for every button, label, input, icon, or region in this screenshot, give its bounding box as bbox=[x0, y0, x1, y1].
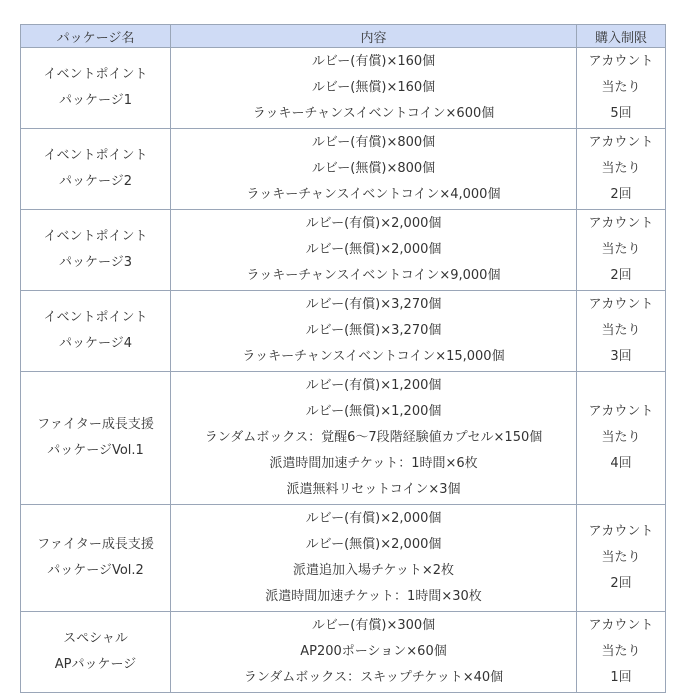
purchase-limit-cell bbox=[577, 612, 666, 693]
contents-cell-line: ラッキーチャンスイベントコイン×4,000個 bbox=[246, 187, 501, 202]
table-row bbox=[21, 48, 666, 129]
purchase-limit-cell-line: アカウント bbox=[588, 404, 654, 419]
table-row bbox=[21, 210, 666, 291]
purchase-limit-cell-line: 2回 bbox=[610, 268, 632, 283]
package-name-cell-line: スペシャル bbox=[63, 631, 128, 646]
package-name-cell bbox=[21, 372, 171, 505]
contents-cell bbox=[171, 291, 577, 372]
contents-cell-line: 派遣無料リセットコイン×3個 bbox=[286, 482, 461, 497]
purchase-limit-cell-line: 1回 bbox=[610, 670, 632, 685]
contents-cell-line: ラッキーチャンスイベントコイン×15,000個 bbox=[242, 349, 505, 364]
purchase-limit-cell bbox=[577, 291, 666, 372]
purchase-limit-cell bbox=[577, 210, 666, 291]
purchase-limit-cell-line: 当たり bbox=[601, 644, 641, 659]
table-row bbox=[21, 372, 666, 505]
purchase-limit-cell-line: アカウント bbox=[588, 618, 654, 633]
package-name-cell-line: パッケージ1 bbox=[58, 93, 132, 108]
purchase-limit-cell-line: 当たり bbox=[601, 242, 641, 257]
purchase-limit-cell-line: アカウント bbox=[588, 135, 654, 150]
contents-cell bbox=[171, 612, 577, 693]
contents-cell-line: ルビー(無償)×3,270個 bbox=[305, 323, 442, 338]
contents-cell-line: AP200ポーション×60個 bbox=[300, 644, 447, 659]
contents-cell-line: ルビー(無償)×2,000個 bbox=[305, 537, 442, 552]
table-header-row bbox=[21, 25, 666, 48]
purchase-limit-cell-line: アカウント bbox=[588, 54, 654, 69]
contents-cell-line: ランダムボックス：スキップチケット×40個 bbox=[243, 670, 504, 685]
purchase-limit-cell-line: アカウント bbox=[588, 297, 654, 312]
contents-cell-line: 派遣追加入場チケット×2枚 bbox=[293, 563, 454, 578]
package-name-cell-line: パッケージ3 bbox=[58, 255, 132, 270]
package-name-cell bbox=[21, 210, 171, 291]
table-row bbox=[21, 129, 666, 210]
purchase-limit-cell-line: 4回 bbox=[610, 456, 632, 471]
contents-cell bbox=[171, 372, 577, 505]
contents-cell-line: ルビー(有償)×2,000個 bbox=[305, 511, 442, 526]
contents-cell-line: ルビー(無償)×160個 bbox=[311, 80, 436, 95]
contents-cell-line: 派遣時間加速チケット：1時間×30枚 bbox=[265, 589, 482, 604]
package-name-cell bbox=[21, 129, 171, 210]
purchase-limit-cell-line: 当たり bbox=[601, 80, 641, 95]
contents-cell-line: ラッキーチャンスイベントコイン×600個 bbox=[252, 106, 495, 121]
contents-cell-line: ルビー(有償)×2,000個 bbox=[305, 216, 442, 231]
contents-cell bbox=[171, 129, 577, 210]
package-table bbox=[20, 24, 666, 693]
contents-cell bbox=[171, 210, 577, 291]
contents-cell-line: ランダムボックス：覚醒6〜7段階経験値カプセル×150個 bbox=[204, 430, 543, 445]
contents-cell-line: ルビー(有償)×3,270個 bbox=[305, 297, 442, 312]
package-name-cell-line: イベントポイント bbox=[43, 67, 148, 82]
purchase-limit-cell-line: アカウント bbox=[588, 216, 654, 231]
package-name-cell-line: パッケージ4 bbox=[58, 336, 132, 351]
contents-cell-line: ルビー(無償)×2,000個 bbox=[305, 242, 442, 257]
purchase-limit-cell bbox=[577, 505, 666, 612]
table-row bbox=[21, 505, 666, 612]
package-table-container bbox=[20, 24, 665, 693]
package-name-cell-line: パッケージ2 bbox=[58, 174, 132, 189]
purchase-limit-cell-line: 2回 bbox=[610, 576, 632, 591]
package-name-cell-line: APパッケージ bbox=[54, 657, 137, 672]
contents-cell-line: 派遣時間加速チケット：1時間×6枚 bbox=[269, 456, 478, 471]
package-name-cell-line: イベントポイント bbox=[43, 310, 148, 325]
contents-cell-line: ルビー(有償)×1,200個 bbox=[305, 378, 442, 393]
header-package-name: パッケージ名 bbox=[21, 25, 171, 48]
contents-cell-line: ルビー(有償)×800個 bbox=[311, 135, 436, 150]
contents-cell-line: ルビー(有償)×300個 bbox=[311, 618, 436, 633]
table-row bbox=[21, 291, 666, 372]
purchase-limit-cell-line: 当たり bbox=[601, 550, 641, 565]
package-name-cell-line: ファイター成長支援 bbox=[37, 537, 154, 552]
header-purchase-limit: 購入制限 bbox=[577, 25, 666, 48]
contents-cell-line: ルビー(無償)×800個 bbox=[311, 161, 436, 176]
package-name-cell bbox=[21, 48, 171, 129]
contents-cell-line: ルビー(有償)×160個 bbox=[311, 54, 436, 69]
package-name-cell bbox=[21, 291, 171, 372]
purchase-limit-cell-line: 当たり bbox=[601, 161, 641, 176]
contents-cell bbox=[171, 505, 577, 612]
purchase-limit-cell-line: 5回 bbox=[610, 106, 632, 121]
package-name-cell-line: パッケージVol.2 bbox=[47, 563, 144, 578]
table-row bbox=[21, 612, 666, 693]
package-name-cell-line: ファイター成長支援 bbox=[37, 417, 154, 432]
package-name-cell-line: イベントポイント bbox=[43, 229, 148, 244]
package-name-cell bbox=[21, 612, 171, 693]
purchase-limit-cell bbox=[577, 48, 666, 129]
package-name-cell-line: イベントポイント bbox=[43, 148, 148, 163]
purchase-limit-cell bbox=[577, 129, 666, 210]
purchase-limit-cell-line: 2回 bbox=[610, 187, 632, 202]
package-name-cell bbox=[21, 505, 171, 612]
purchase-limit-cell-line: 3回 bbox=[610, 349, 632, 364]
purchase-limit-cell-line: 当たり bbox=[601, 430, 641, 445]
contents-cell bbox=[171, 48, 577, 129]
contents-cell-line: ラッキーチャンスイベントコイン×9,000個 bbox=[246, 268, 501, 283]
header-contents: 内容 bbox=[171, 25, 577, 48]
package-name-cell-line: パッケージVol.1 bbox=[47, 443, 144, 458]
table-body bbox=[21, 48, 666, 693]
purchase-limit-cell-line: 当たり bbox=[601, 323, 641, 338]
purchase-limit-cell-line: アカウント bbox=[588, 524, 654, 539]
contents-cell-line: ルビー(無償)×1,200個 bbox=[305, 404, 442, 419]
purchase-limit-cell bbox=[577, 372, 666, 505]
